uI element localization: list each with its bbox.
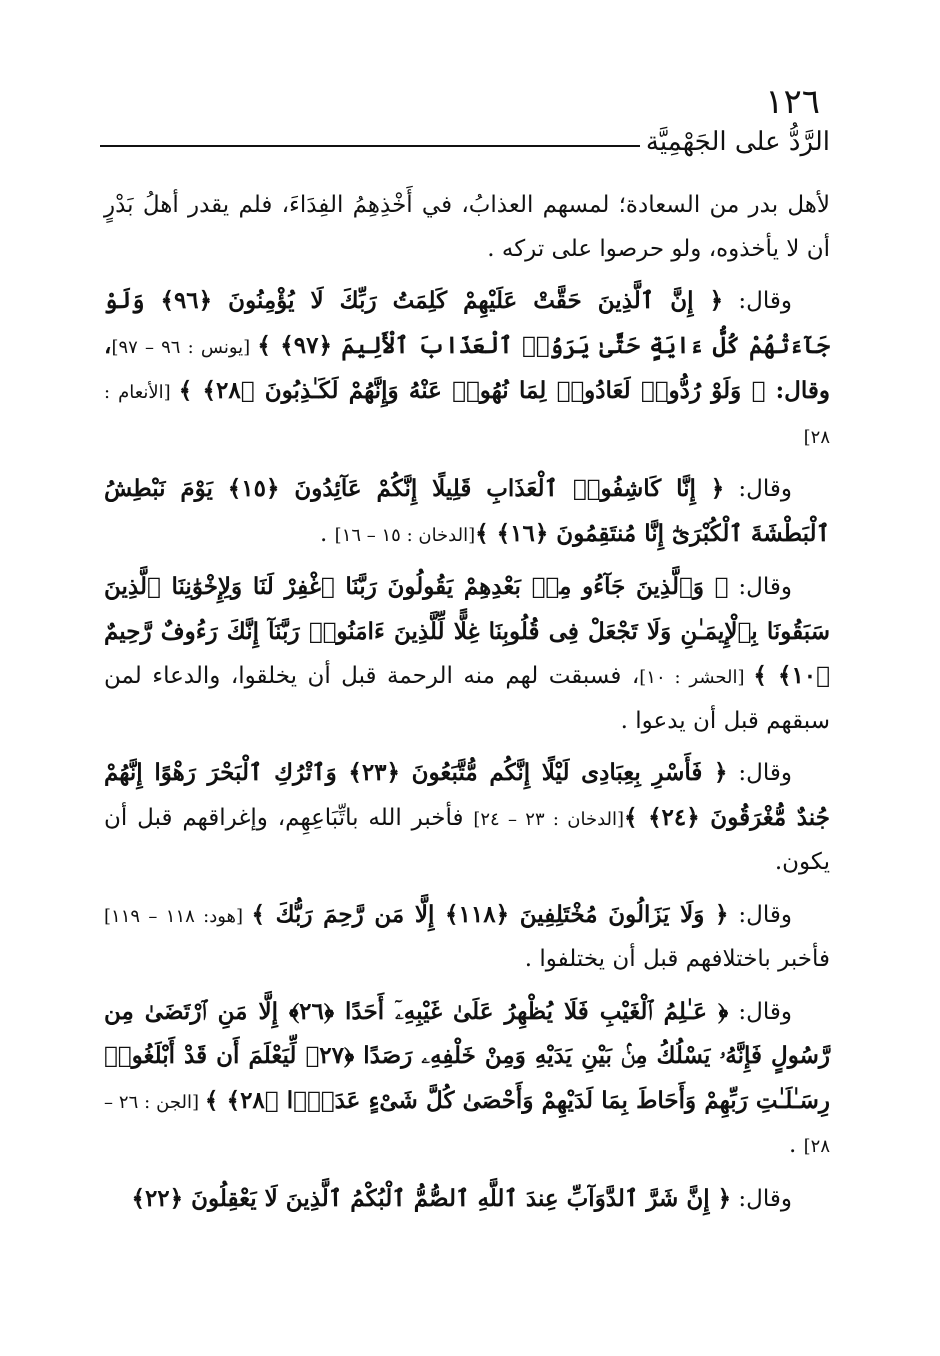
paragraph-4 [104,565,830,743]
running-header [100,122,830,162]
paragraph-3 [104,467,830,557]
prose: فأخبر الله باتِّبَاعِهِم، وإغراقهم قبل أن يكون. [104,804,830,875]
quran-quote: ﴿ إِنَّ شَرَّ ٱلدَّوَآبِّ عِندَ ٱللَّهِ ٱلصُّمُّ ٱلْبُكْمُ ٱلَّذِينَ لَا يَعْقِلُونَ ﴿٢٢﴾ [131,1184,732,1212]
prose: وقال: [728,574,792,600]
prose: وقال: [728,901,792,928]
paragraph-2 [104,279,830,459]
quran-quote: ، وقال: ﴿ وَلَوْ رُدُّوا۟ لَعَادُوا۟ لِمَا نُهُوا۟ عَنْهُ وَإِنَّهُمْ لَكَـٰذِبُونَ ﴿٢٨﴾ ﴾ [104,331,830,404]
prose: وقال: [723,288,792,314]
prose: فأخبر باختلافهم قبل أن يختلفوا . [524,946,830,972]
prose: وقال: [728,998,792,1025]
header-rule [100,145,640,147]
verse-reference: [الحشر : ١٠] [639,667,754,688]
running-title: الرَّدُّ على الجَهْمِيَّة [645,127,830,157]
prose: وقال: [727,760,792,786]
verse-reference: [الدخان : ٢٣ – ٢٤] [473,808,625,830]
verse-reference: [الدخان : ١٥ – ١٦] [334,524,476,546]
quran-quote: ﴿ وَٱلَّذِينَ جَآءُو مِنۢ بَعْدِهِمْ يَقُولُونَ رَبَّنَا ٱغْفِرْ لَنَا وَلِإِخْوَٰنِنَا ٱلَّذِينَ سَبَقُونَا بِٱلْإِيمَـٰنِ وَلَا تَجْعَلْ فِى قُلُوبِنَا غِلًّا لِّلَّذِينَ ءَامَنُوا۟ رَبَّنَآ إِنَّكَ رَءُوفٌ رَّحِيمٌ ﴿١٠﴾ ﴾ [104,573,830,689]
quran-quote: ﴿ عَـٰلِمُ ٱلْغَيْبِ فَلَا يُظْهِرُ عَلَىٰ غَيْبِهِۦٓ أَحَدًا ﴿٢٦﴾ إِلَّا مَنِ ٱرْتَضَىٰ مِن رَّسُولٍ فَإِنَّهُۥ يَسْلُكُ مِنۢ بَيْنِ يَدَيْهِ وَمِنْ خَلْفِهِۦ رَصَدًا ﴿٢٧﴾ لِّيَعْلَمَ أَن قَدْ أَبْلَغُوا۟ رِسَـٰلَـٰتِ رَبِّهِمْ وَأَحَاطَ بِمَا لَدَيْهِمْ وَأَحْصَىٰ كُلَّ شَىْءٍ عَدَدًۢا ﴿٢٨﴾ ﴾ [104,997,830,1114]
paragraph-5 [104,751,830,885]
paragraph-8 [104,1177,830,1222]
body-text [104,184,830,1229]
prose: ، فسبقت لهم منه الرحمة قبل أن يخلقوا، والدعاء لمن سبقهم قبل أن يدعوا . [104,663,830,734]
verse-reference: [الجن : ٢٦ – ٢٨] [104,1091,830,1157]
quran-quote: ﴿ فَأَسْرِ بِعِبَادِى لَيْلًا إِنَّكُم مُّتَّبَعُونَ ﴿٢٣﴾ وَٱتْرُكِ ٱلْبَحْرَ رَهْوًا إِنَّهُمْ جُندٌ مُّغْرَقُونَ ﴿٢٤﴾ ﴾ [104,759,830,831]
quran-quote: ﴿ إِنَّا كَاشِفُوا۟ ٱلْعَذَابِ قَلِيلًا إِنَّكُمْ عَآئِدُونَ ﴿١٥﴾ يَوْمَ نَبْطِشُ ٱلْبَطْشَةَ ٱلْكُبْرَىٰٓ إِنَّا مُنتَقِمُونَ ﴿١٦﴾ ﴾ [104,475,830,547]
verse-reference: [يونس : ٩٦ – ٩٧] [111,336,258,358]
paragraph-6 [104,893,830,982]
prose: وقال: [731,1185,792,1212]
quran-quote: ﴿ وَلَا يَزَالُونَ مُخْتَلِفِينَ ﴿١١٨﴾ إِلَّا مَن رَّحِمَ رَبُّكَ ﴾ [251,900,729,928]
verse-reference: [هود: ١١٨ – ١١٩] [104,905,252,927]
prose: لأهل بدر من السعادة؛ لمسهم العذابُ، في أَخْذِهِمُ الفِدَاءَ، فلم يقدر أهلُ بَدْرٍ أن لا يأخذوه، ولو حرصوا على تركه . [104,192,830,262]
paragraph-1 [104,184,830,271]
prose: وقال: [724,476,792,502]
quran-quote: ﴿ إِنَّ ٱلَّذِينَ حَقَّتْ عَلَيْهِمْ كَلِمَتُ رَبِّكَ لَا يُؤْمِنُونَ ﴿٩٦﴾ وَلَوْ جَآءَتْهُمْ كُلُّ ءَايَةٍ حَتَّىٰ يَرَوُا۟ ٱلْعَذَابَ ٱلْأَلِيمَ ﴿٩٧﴾ ﴾ [104,287,830,359]
prose: . [320,520,335,547]
verse-reference: [الأنعام : ٢٨] [104,382,830,448]
page-number: ١٢٦ [765,82,820,122]
paragraph-7 [104,990,830,1169]
prose: . [789,1132,804,1158]
